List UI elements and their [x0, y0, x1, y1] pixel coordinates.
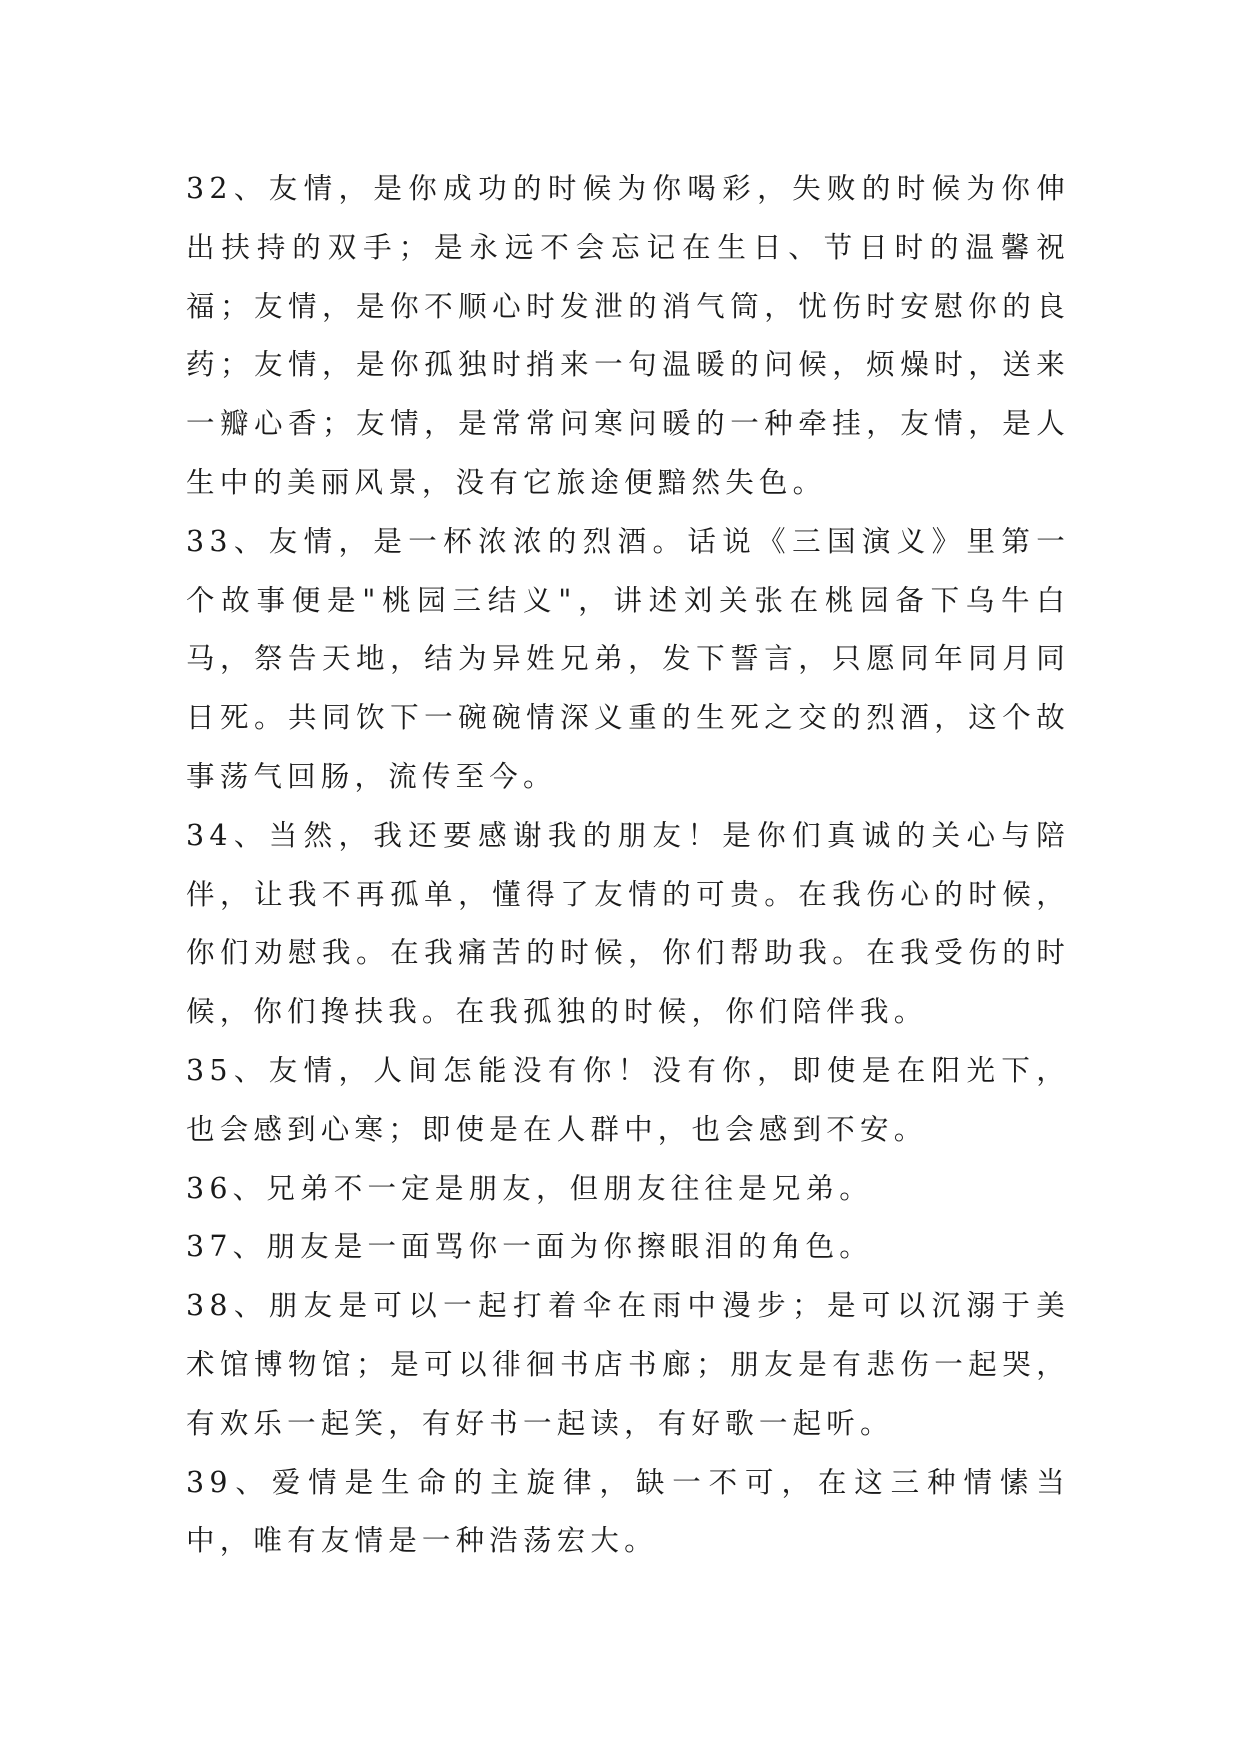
- paragraph-36: 36、兄弟不一定是朋友，但朋友往往是兄弟。: [186, 1171, 873, 1205]
- paragraph-37: 37、朋友是一面骂你一面为你擦眼泪的角色。: [186, 1230, 873, 1264]
- paragraph-32: 32、友情，是你成功的时候为你喝彩，失败的时候为你伸出扶持的双手；是永远不会忘记在生日、节日时的温馨祝福；友情，是你不顺心时发泄的消气筒，忧伤时安慰你的良药；友情，是你孤独时捎来一句温暖的问候，烦燥时，送来一瓣心香；友情，是常常问寒问暖的一种牵挂，友情，是人生中的美丽风景，没有它旅途便黯然失色。: [186, 172, 1070, 499]
- document-page: [186, 160, 1070, 1571]
- paragraph-38: 38、朋友是可以一起打着伞在雨中漫步；是可以沉溺于美术馆博物馆；是可以徘徊书店书廊；朋友是有悲伤一起哭，有欢乐一起笑，有好书一起读，有好歌一起听。: [186, 1289, 1070, 1440]
- paragraph-33: 33、友情，是一杯浓浓的烈酒。话说《三国演义》里第一个故事便是"桃园三结义"，讲述刘关张在桃园备下乌牛白马，祭告天地，结为异姓兄弟，发下誓言，只愿同年同月同日死。共同饮下一碗碗情深义重的生死之交的烈酒，这个故事荡气回肠，流传至今。: [186, 524, 1070, 793]
- paragraph-39: 39、爱情是生命的主旋律，缺一不可，在这三种情愫当中，唯有友情是一种浩荡宏大。: [186, 1465, 1070, 1558]
- paragraph-35: 35、友情，人间怎能没有你！没有你，即使是在阳光下，也会感到心寒；即使是在人群中，也会感到不安。: [186, 1053, 1070, 1146]
- paragraph-34: 34、当然，我还要感谢我的朋友！是你们真诚的关心与陪伴，让我不再孤单，懂得了友情的可贵。在我伤心的时候，你们劝慰我。在我痛苦的时候，你们帮助我。在我受伤的时候，你们搀扶我。在我孤独的时候，你们陪伴我。: [186, 818, 1070, 1029]
